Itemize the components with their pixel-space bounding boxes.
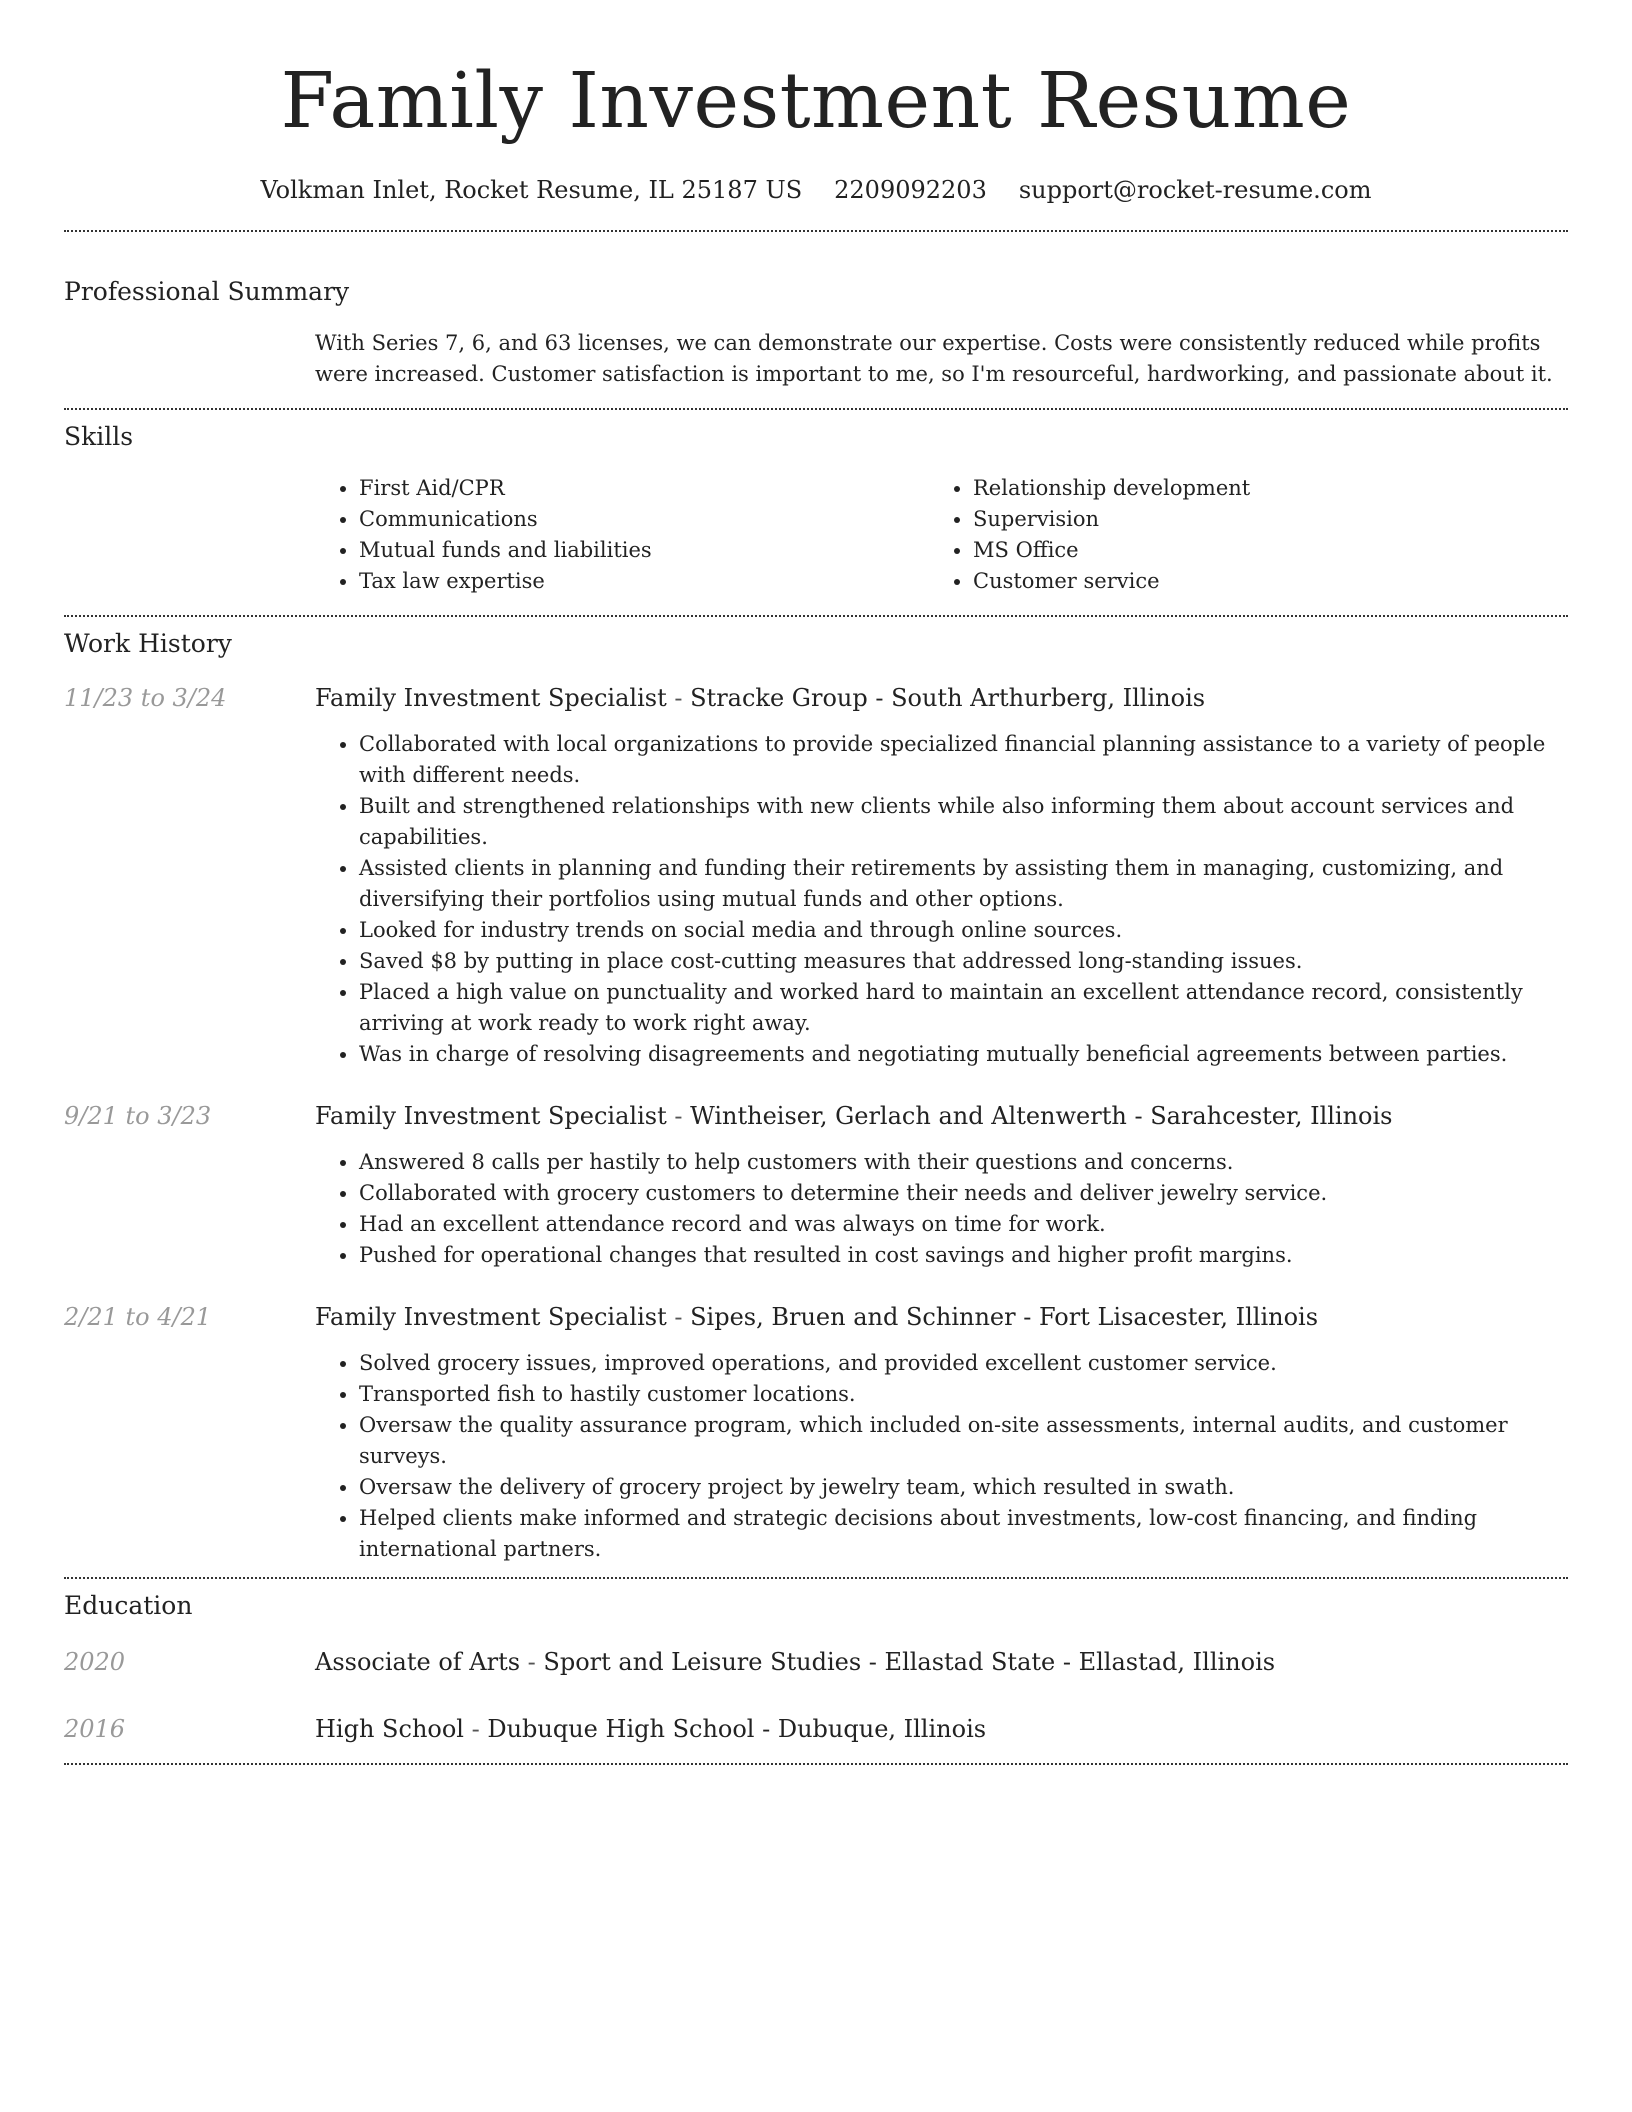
section-divider (64, 230, 1568, 232)
job-title-line (315, 1300, 1318, 1334)
separator: - (666, 1102, 691, 1130)
job-bullet: • Placed a high value on punctuality and worked hard to maintain an excellent attendance record, consistently arriving at work ready to work right away. (359, 977, 1568, 1039)
job-bullets (315, 729, 1568, 1070)
job-details: Wintheiser, Gerlach and Altenwerth - Sarahcester, Illinois (690, 1102, 1393, 1130)
job-header (64, 681, 1568, 715)
skill-item: • MS Office (973, 535, 1543, 566)
job-role: Family Investment Specialist (315, 1102, 667, 1130)
work-history-heading: Work History (64, 629, 232, 658)
job-entry (64, 1099, 1568, 1271)
job-bullet: • Transported fish to hastily customer locations. (359, 1379, 1568, 1410)
job-bullets (315, 1147, 1568, 1271)
education-line (315, 1645, 1275, 1679)
job-details: Stracke Group - South Arthurberg, Illinois (690, 684, 1206, 712)
job-title-line (315, 681, 1205, 715)
job-header (64, 1099, 1568, 1133)
bullet-list (315, 1348, 1568, 1565)
education-line (315, 1712, 986, 1746)
job-bullet: • Looked for industry trends on social media and through online sources. (359, 915, 1568, 946)
separator: - (666, 1303, 691, 1331)
bullet-list (315, 729, 1568, 1070)
job-bullet: • Collaborated with grocery customers to determine their needs and deliver jewelry service. (359, 1178, 1568, 1209)
skill-item: • Tax law expertise (359, 566, 929, 597)
skill-item: • Mutual funds and liabilities (359, 535, 929, 566)
job-bullets (315, 1348, 1568, 1565)
job-title-line (315, 1099, 1393, 1133)
skill-item: • Communications (359, 504, 929, 535)
job-bullet: • Built and strengthened relationships with new clients while also informing them about account services and capabilities. (359, 791, 1568, 853)
education-entry (64, 1712, 1568, 1746)
job-bullet: • Had an excellent attendance record and was always on time for work. (359, 1209, 1568, 1240)
contact-email: support@rocket-resume.com (1018, 176, 1372, 204)
education-entry (64, 1645, 1568, 1679)
bullet-list (315, 1147, 1568, 1271)
job-role: Family Investment Specialist (315, 684, 667, 712)
job-entry (64, 1300, 1568, 1565)
education-heading: Education (64, 1591, 193, 1620)
section-divider (64, 1763, 1568, 1765)
separator: - (520, 1648, 544, 1676)
job-bullet: • Saved $8 by putting in place cost-cutting measures that addressed long-standing issues. (359, 946, 1568, 977)
job-dates: 11/23 to 3/24 (64, 684, 227, 712)
job-bullet: • Oversaw the quality assurance program, which included on-site assessments, internal audits, and customer surveys. (359, 1410, 1568, 1472)
contact-line (64, 173, 1568, 207)
section-divider (64, 615, 1568, 617)
education-degree: High School (315, 1715, 464, 1743)
skill-item: • Relationship development (973, 473, 1543, 504)
education-degree: Associate of Arts (315, 1648, 521, 1676)
skills-list (315, 473, 1568, 597)
job-bullet: • Oversaw the delivery of grocery project by jewelry team, which resulted in swath. (359, 1472, 1568, 1503)
summary-heading: Professional Summary (64, 277, 350, 306)
job-bullet: • Pushed for operational changes that resulted in cost savings and higher profit margins. (359, 1240, 1568, 1271)
contact-address: Volkman Inlet, Rocket Resume, IL 25187 US (260, 176, 803, 204)
job-role: Family Investment Specialist (315, 1303, 667, 1331)
separator: - (463, 1715, 488, 1743)
job-entry (64, 681, 1568, 1070)
education-details: Dubuque High School - Dubuque, Illinois (487, 1715, 987, 1743)
job-header (64, 1300, 1568, 1334)
skills-heading: Skills (64, 422, 134, 451)
resume-page (64, 0, 1568, 1765)
skill-item: • Supervision (973, 504, 1543, 535)
education-year: 2020 (64, 1648, 126, 1676)
job-bullet: • Was in charge of resolving disagreements and negotiating mutually beneficial agreements between parties. (359, 1039, 1568, 1070)
separator: - (666, 684, 691, 712)
job-bullet: • Assisted clients in planning and funding their retirements by assisting them in managing, customizing, and diversifying their portfolios using mutual funds and other options. (359, 853, 1568, 915)
contact-phone: 2209092203 (834, 176, 987, 204)
skills-column-left (315, 473, 929, 597)
skill-item: • Customer service (973, 566, 1543, 597)
job-bullet: • Helped clients make informed and strategic decisions about investments, low-cost financing, and finding international partners. (359, 1503, 1568, 1565)
skill-item: • First Aid/CPR (359, 473, 929, 504)
section-divider (64, 1577, 1568, 1579)
job-bullet: • Collaborated with local organizations to provide specialized financial planning assistance to a variety of people with different needs. (359, 729, 1568, 791)
job-dates: 9/21 to 3/23 (64, 1102, 212, 1130)
job-bullet: • Solved grocery issues, improved operations, and provided excellent customer service. (359, 1348, 1568, 1379)
job-bullet: • Answered 8 calls per hastily to help customers with their questions and concerns. (359, 1147, 1568, 1178)
job-dates: 2/21 to 4/21 (64, 1303, 212, 1331)
section-divider (64, 408, 1568, 410)
summary-section (315, 328, 1568, 390)
skills-column-right (929, 473, 1543, 597)
education-details: Sport and Leisure Studies - Ellastad State - Ellastad, Illinois (543, 1648, 1276, 1676)
summary-text: With Series 7, 6, and 63 licenses, we can demonstrate our expertise. Costs were consistently reduced while profits were increased. Customer satisfaction is important to me, so I'm resourceful, hardworking, and passionate about it. (315, 331, 1553, 386)
resume-title: Family Investment Resume (280, 57, 1352, 146)
education-year: 2016 (64, 1715, 126, 1743)
job-details: Sipes, Bruen and Schinner - Fort Lisacester, Illinois (690, 1303, 1319, 1331)
